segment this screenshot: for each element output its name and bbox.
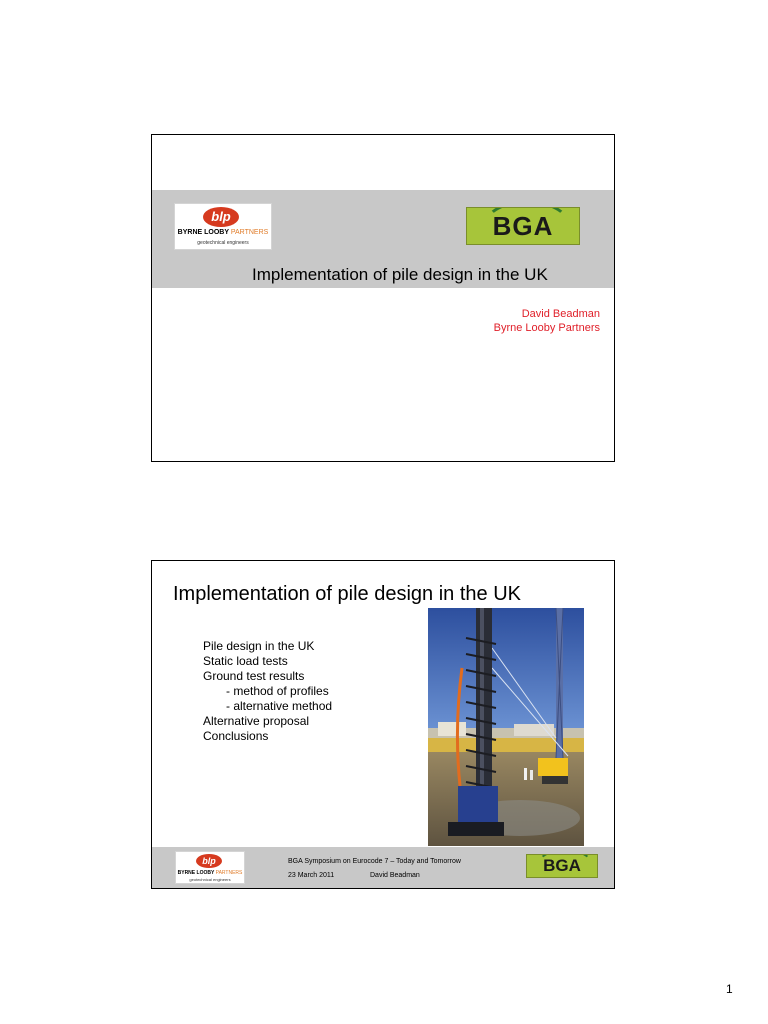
author-name: David Beadman <box>521 308 600 320</box>
list-item: Alternative proposal <box>203 714 310 728</box>
blp-tagline: geotechnical engineers <box>189 877 231 882</box>
bga-logo <box>526 854 598 878</box>
list-item: Ground test results <box>203 669 305 683</box>
bga-logo-text: BGA <box>543 856 581 875</box>
footer-meta <box>288 869 461 883</box>
blp-logo <box>175 851 245 884</box>
list-item: Conclusions <box>203 729 269 743</box>
footer-text <box>288 855 461 883</box>
blp-mark: blp <box>196 854 222 868</box>
slide-footer <box>152 847 614 888</box>
list-item: Static load tests <box>203 654 288 668</box>
slide-2 <box>151 560 615 889</box>
blp-company-name: BYRNE LOOBY PARTNERS <box>177 870 243 876</box>
list-item: - method of profiles <box>226 684 329 698</box>
slide-1 <box>151 134 615 462</box>
blp-mark: blp <box>203 207 239 227</box>
list-item: Pile design in the UK <box>203 639 315 653</box>
footer-date: 23 March 2011 <box>288 872 335 879</box>
footer-speaker: David Beadman <box>370 872 420 879</box>
blp-company-name: BYRNE LOOBY PARTNERS <box>177 229 269 236</box>
author-company: Byrne Looby Partners <box>493 322 600 334</box>
page-number: 1 <box>726 982 733 996</box>
slide-2-title: Implementation of pile design in the UK <box>173 583 521 605</box>
piling-rig-photo <box>428 608 584 846</box>
author-block <box>494 307 600 335</box>
bga-logo <box>466 207 580 245</box>
blp-tagline: geotechnical engineers <box>197 240 249 246</box>
footer-event: BGA Symposium on Eurocode 7 – Today and Tomorrow <box>288 858 461 865</box>
list-item: - alternative method <box>226 699 333 713</box>
agenda-list <box>203 639 332 744</box>
bga-logo-text: BGA <box>492 211 554 241</box>
blp-logo <box>174 203 272 250</box>
slide-1-title: Implementation of pile design in the UK <box>252 265 548 284</box>
